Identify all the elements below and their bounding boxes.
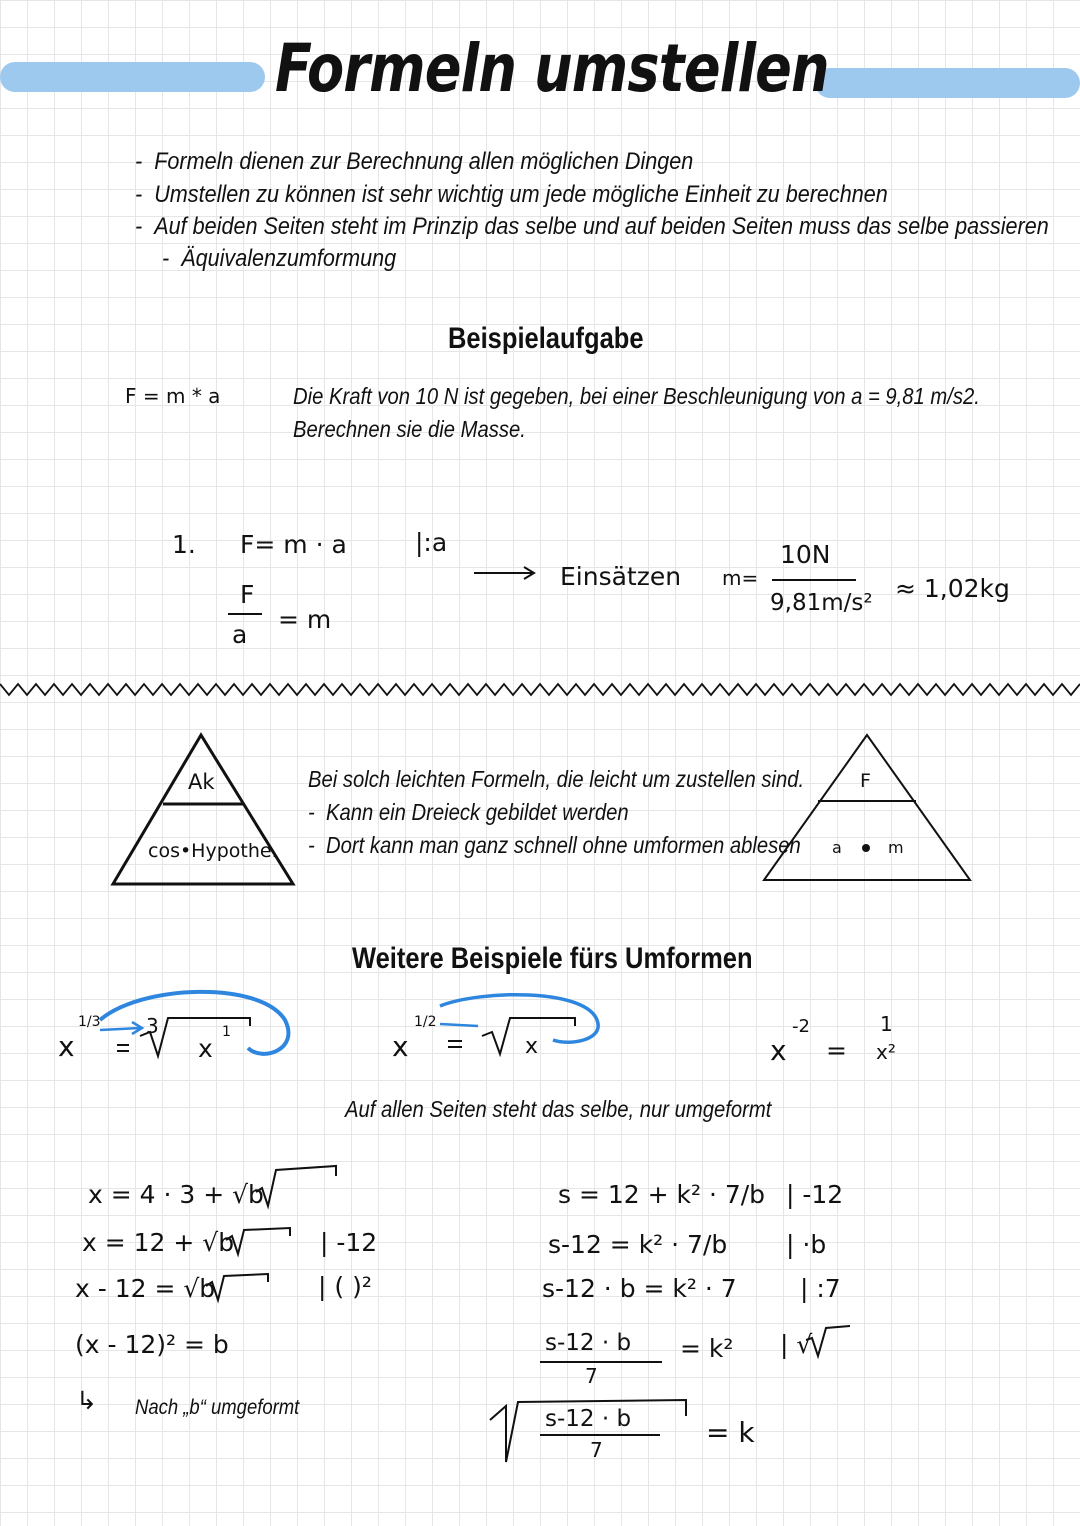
right-calc-line-5-numerator: s-12 · b bbox=[545, 1406, 632, 1432]
page-title: Formeln umstellen bbox=[275, 30, 829, 107]
step-operation: |:a bbox=[415, 528, 448, 557]
step-equation: F= m · a bbox=[240, 530, 347, 559]
intro-sub-bullet: - Äquivalenzumformung bbox=[162, 245, 397, 272]
right-calc-line-1-op: | -12 bbox=[786, 1180, 844, 1209]
m-numerator: 10N bbox=[780, 540, 831, 569]
result-mass: ≈ 1,02kg bbox=[895, 574, 1010, 603]
ex3-equals: = bbox=[826, 1036, 847, 1065]
triangle-left-bottom: cos•Hypothe. bbox=[148, 840, 278, 862]
fraction-rhs: = m bbox=[278, 605, 332, 634]
right-calc-line-4-denominator: 7 bbox=[585, 1364, 598, 1388]
triangle-bullet-2: - Dort kann man ganz schnell ohne umformen ablesen bbox=[308, 832, 801, 858]
right-calc-line-4-rhs: = k² bbox=[680, 1334, 734, 1363]
more-examples-heading: Weitere Beispiele fürs Umformen bbox=[352, 942, 753, 975]
ex3-exponent: -2 bbox=[792, 1016, 810, 1037]
triangle-right bbox=[764, 735, 970, 880]
left-calc-note-arrow: ↳ bbox=[76, 1386, 97, 1415]
example-task-line-1: Die Kraft von 10 N ist gegeben, bei einer Beschleunigung von a = 9,81 m/s2. bbox=[293, 383, 980, 409]
right-calc-line-3-op: | :7 bbox=[800, 1274, 841, 1303]
ex3-numerator: 1 bbox=[880, 1012, 893, 1036]
left-root-1 bbox=[256, 1166, 336, 1206]
left-calc-line-3: x - 12 = √b bbox=[75, 1274, 216, 1303]
m-equals: m= bbox=[722, 566, 759, 590]
fraction-numerator-f: F bbox=[240, 580, 255, 609]
triangle-text-line: Bei solch leichten Formeln, die leicht um zustellen sind. bbox=[308, 766, 805, 792]
right-calc-line-5-rhs: = k bbox=[706, 1416, 755, 1449]
intro-bullet-1: - Formeln dienen zur Berechnung allen möglichen Dingen bbox=[135, 148, 694, 175]
right-root-5 bbox=[490, 1400, 686, 1462]
left-calc-line-2: x = 12 + √b bbox=[82, 1228, 235, 1257]
ex2-exponent: 1/2 bbox=[414, 1014, 437, 1030]
left-root-2 bbox=[226, 1228, 290, 1254]
left-calc-line-2-op: | -12 bbox=[320, 1228, 378, 1257]
formula-f-ma: F = m * a bbox=[125, 384, 221, 408]
ex2-blue-arrow-small bbox=[440, 1024, 478, 1026]
zigzag-separator bbox=[0, 684, 1080, 695]
ex1-lhs: x bbox=[58, 1030, 75, 1063]
ex2-lhs: x bbox=[392, 1030, 409, 1063]
triangle-right-bottom-m: m bbox=[888, 838, 904, 857]
ex1-root-sign bbox=[140, 1018, 250, 1056]
right-calc-line-4-op: | √ bbox=[780, 1330, 813, 1359]
left-calc-note: Nach „b“ umgeformt bbox=[135, 1396, 300, 1419]
right-root-4-op bbox=[806, 1326, 850, 1356]
right-calc-line-2: s-12 = k² · 7/b bbox=[548, 1230, 728, 1259]
triangle-right-dot bbox=[862, 844, 870, 852]
fraction-denominator-a: a bbox=[232, 620, 248, 649]
ex2-rhs: x bbox=[525, 1034, 539, 1059]
more-examples-note: Auf allen Seiten steht das selbe, nur umgeformt bbox=[345, 1096, 772, 1122]
triangle-bullet-1: - Kann ein Dreieck gebildet werden bbox=[308, 799, 629, 825]
ex3-lhs: x bbox=[770, 1034, 787, 1067]
example-task-line-2: Berechnen sie die Masse. bbox=[293, 416, 526, 442]
right-calc-line-3: s-12 · b = k² · 7 bbox=[542, 1274, 737, 1303]
triangle-right-bottom-a: a bbox=[832, 838, 842, 857]
right-calc-line-4-numerator: s-12 · b bbox=[545, 1330, 632, 1356]
example-heading: Beispielaufgabe bbox=[448, 322, 644, 355]
right-calc-line-1: s = 12 + k² · 7/b bbox=[558, 1180, 766, 1209]
left-calc-line-1: x = 4 · 3 + √b bbox=[88, 1180, 264, 1209]
ex3-denominator: x² bbox=[876, 1040, 896, 1064]
triangle-left-top: Ak bbox=[188, 770, 215, 794]
ex1-rhs-exponent: 1 bbox=[222, 1024, 231, 1040]
ex2-root-sign bbox=[482, 1018, 575, 1054]
ex1-rhs: x bbox=[198, 1034, 213, 1063]
m-denominator: 9,81m/s² bbox=[770, 590, 873, 616]
ex1-blue-arrow-small bbox=[100, 1028, 140, 1030]
left-calc-line-4: (x - 12)² = b bbox=[75, 1330, 229, 1359]
right-calc-line-5-denominator: 7 bbox=[590, 1438, 603, 1462]
ex1-exponent: 1/3 bbox=[78, 1014, 101, 1030]
step-number: 1. bbox=[172, 530, 196, 559]
right-calc-line-2-op: | ·b bbox=[786, 1230, 827, 1259]
triangle-left bbox=[113, 735, 293, 884]
ex1-root-index: 3 bbox=[146, 1014, 159, 1038]
triangle-right-top: F bbox=[860, 770, 871, 792]
insert-label: Einsätzen bbox=[560, 562, 682, 591]
left-root-3 bbox=[206, 1274, 268, 1300]
intro-bullet-2: - Umstellen zu können ist sehr wichtig um jede mögliche Einheit zu berechnen bbox=[135, 181, 888, 208]
intro-bullet-3: - Auf beiden Seiten steht im Prinzip das selbe und auf beiden Seiten muss das selbe passieren bbox=[135, 213, 1049, 240]
left-calc-line-3-op: | ( )² bbox=[318, 1272, 372, 1301]
